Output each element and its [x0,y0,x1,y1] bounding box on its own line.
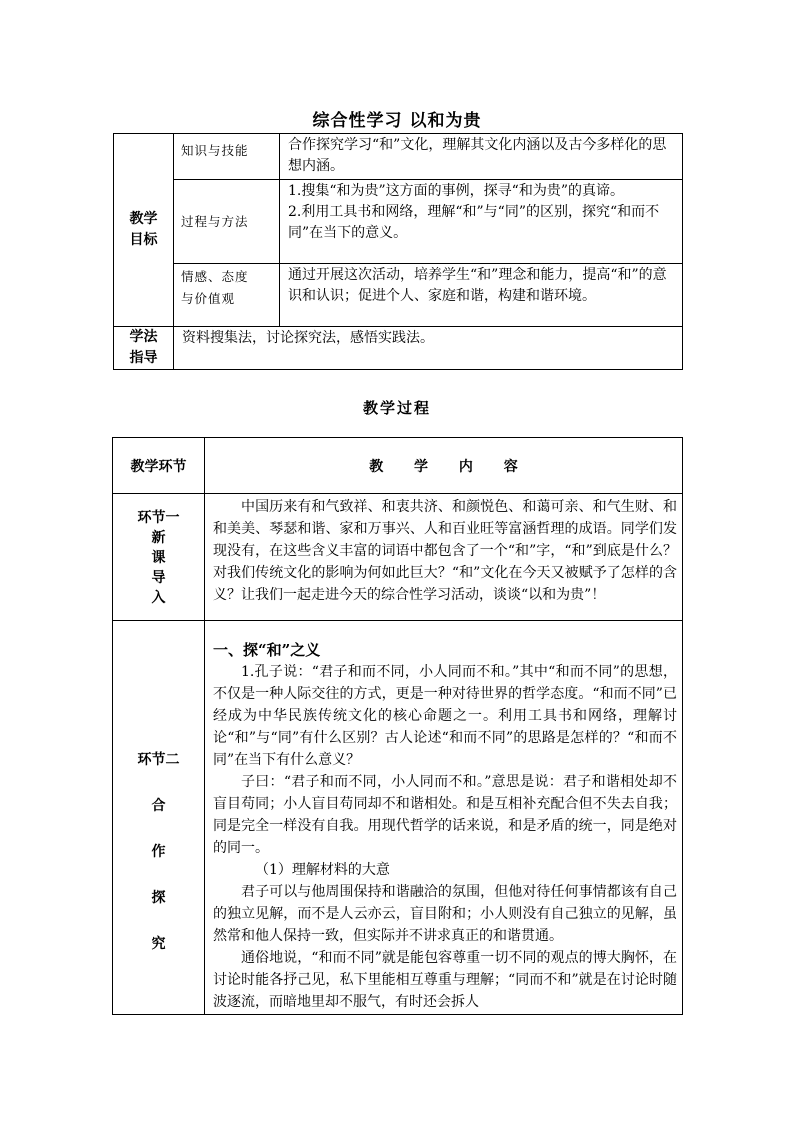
objectives-table [113,133,683,370]
paragraph: 君子可以与他周围保持和谐融洽的氛围，但他对待任何事情都该有自己的独立见解，而不是人云亦云，盲目附和；小人则没有自己独立的见解，虽然常和他人保持一致，但实际并不讲求真正的和谐贯通。 [213,884,677,944]
method-label: 学法 指导 [114,327,174,370]
subheading: （1）理解材料的大意 [255,862,390,878]
section-title: 一、探“和”之义 [213,641,321,659]
method-content: 资料搜集法，讨论探究法，感悟实践法。 [174,327,683,370]
paragraph: 子曰：“君子和而不同，小人同而不和。”意思是说：君子和谐相处却不盲目苟同；小人盲目苟同却不和谐相处。和是互相补充配合但不失去自我；同是完全一样没有自我。用现代哲学的话来说，和是矛盾的统一，同是绝对的同一。 [213,774,677,856]
stage-header: 教学环节 [113,438,205,494]
paragraph: 通俗地说，“和而不同”就是能包容尊重一切不同的观点的博大胸怀，在讨论时能各抒己见，私下里能相互尊重与理解；“同而不和”就是在讨论时随波逐流，而暗地里却不服气，有时还会拆人 [213,950,677,1010]
objectives-label: 教学 目标 [114,134,174,327]
process-method-content: 1.搜集“和为贵”这方面的事例，探寻“和为贵”的真谛。 2.利用工具书和网络，理解“和”与“同”的区别，探究“和而不同”在当下的意义。 [280,180,683,264]
emotion-value-label: 情感、态度 与价值观 [174,264,280,327]
process-table [112,437,683,1015]
content-header: 教 学 内 容 [205,438,683,494]
page-title: 综合性学习 以和为贵 [312,111,482,131]
stage2-content [205,621,683,1015]
stage2-label: 环节二 合 作 探 究 [113,621,205,1015]
process-method-label: 过程与方法 [174,180,280,264]
emotion-value-content: 通过开展这次活动，培养学生“和”理念和能力，提高“和”的意识和认识；促进个人、家庭和谐，构建和谐环境。 [280,264,683,327]
knowledge-skill-content: 合作探究学习“和”文化，理解其文化内涵以及古今多样化的思想内涵。 [280,134,683,180]
process-title: 教学过程 [362,399,431,417]
knowledge-skill-label: 知识与技能 [174,134,280,180]
paragraph: 1.孔子说：“君子和而不同，小人同而不和。”其中“和而不同”的思想，不仅是一种人际交往的方式，更是一种对待世界的哲学态度。“和而不同”已经成为中华民族传统文化的核心命题之一。利用工具书和网络，理解讨论“和”与“同”有什么区别？古人论述“和而不同”的思路是怎样的？“和而不同”在当下有什么意义？ [213,664,677,768]
stage1-content: 中国历来有和气致祥、和衷共济、和颜悦色、和蔼可亲、和气生财、和和美美、琴瑟和谐、家和万事兴、人和百业旺等富涵哲理的成语。同学们发现没有，在这些含义丰富的词语中都包含了一个“和”字，“和”到底是什么？对我们传统文化的影响为何如此巨大？“和”文化在今天又被赋予了怎样的含义？让我们一起走进今天的综合性学习活动，谈谈“以和为贵”！ [205,494,683,621]
stage1-label: 环节一 新 课 导 入 [113,494,205,621]
